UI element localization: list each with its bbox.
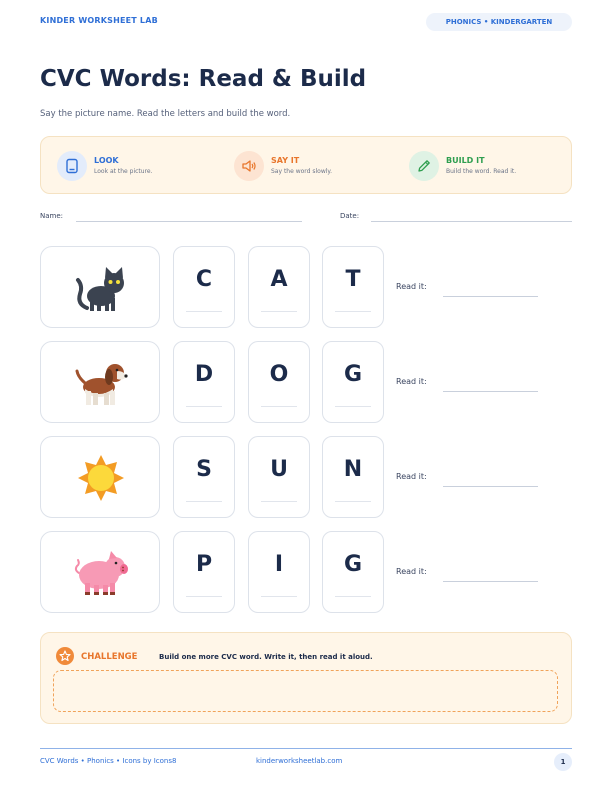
read-it-label: Read it: (396, 472, 427, 481)
letter-tile (173, 436, 235, 518)
letter: P (195, 552, 213, 577)
dog-icon (71, 353, 131, 413)
letter-tile (322, 246, 384, 328)
letter-tile (322, 341, 384, 423)
challenge-answer-box[interactable] (53, 670, 558, 712)
letter-tile (248, 341, 310, 423)
letter: T (345, 267, 361, 292)
page-number: 1 (554, 753, 572, 771)
letter: N (343, 457, 363, 482)
sun-icon (76, 453, 126, 503)
step-desc: Build the word. Read it. (446, 168, 517, 175)
challenge-text: Build one more CVC word. Write it, then read it aloud. (159, 653, 373, 661)
step-desc: Look at the picture. (94, 168, 153, 175)
step-desc: Say the word slowly. (271, 168, 332, 175)
speaker-icon (234, 151, 264, 181)
letter: U (270, 457, 288, 482)
letter-tile (322, 531, 384, 613)
name-label: Name: (40, 212, 64, 220)
brand-name: KINDER WORKSHEET LAB (40, 16, 158, 25)
letter: O (269, 362, 289, 387)
letter: C (195, 267, 213, 292)
date-field[interactable] (371, 221, 572, 222)
footer-site: kinderworksheetlab.com (256, 757, 343, 765)
read-it-line[interactable] (443, 296, 538, 297)
star-icon (56, 647, 74, 665)
letter-tile (173, 246, 235, 328)
letter-tile (248, 246, 310, 328)
read-it-line[interactable] (443, 581, 538, 582)
letter-tile (248, 436, 310, 518)
picture-card (40, 531, 160, 613)
letter: G (343, 552, 363, 577)
cat-icon (71, 258, 131, 318)
letter: D (194, 362, 214, 387)
footer-credits: CVC Words • Phonics • Icons by Icons8 (40, 757, 177, 765)
read-it-line[interactable] (443, 391, 538, 392)
letter: A (270, 267, 288, 292)
step-title: LOOK (94, 156, 119, 165)
letter: I (274, 552, 284, 577)
tablet-icon (57, 151, 87, 181)
letter: S (196, 457, 212, 482)
letter-tile (173, 341, 235, 423)
read-it-label: Read it: (396, 282, 427, 291)
picture-card (40, 436, 160, 518)
picture-card (40, 246, 160, 328)
footer-divider (40, 748, 572, 749)
date-label: Date: (340, 212, 360, 220)
letter-tile (322, 436, 384, 518)
picture-card (40, 341, 160, 423)
letter: G (343, 362, 363, 387)
subject-tag: PHONICS • KINDERGARTEN (426, 13, 572, 31)
step-title: SAY IT (271, 156, 300, 165)
letter-tile (173, 531, 235, 613)
challenge-label: CHALLENGE (81, 652, 138, 662)
read-it-label: Read it: (396, 377, 427, 386)
page-subtitle: Say the picture name. Read the letters and build the word. (40, 109, 291, 119)
page-title: CVC Words: Read & Build (40, 66, 367, 92)
pig-icon (71, 543, 131, 603)
pencil-icon (409, 151, 439, 181)
name-field[interactable] (76, 221, 302, 222)
letter-tile (248, 531, 310, 613)
steps-panel (40, 136, 572, 194)
read-it-label: Read it: (396, 567, 427, 576)
read-it-line[interactable] (443, 486, 538, 487)
step-title: BUILD IT (446, 156, 485, 165)
